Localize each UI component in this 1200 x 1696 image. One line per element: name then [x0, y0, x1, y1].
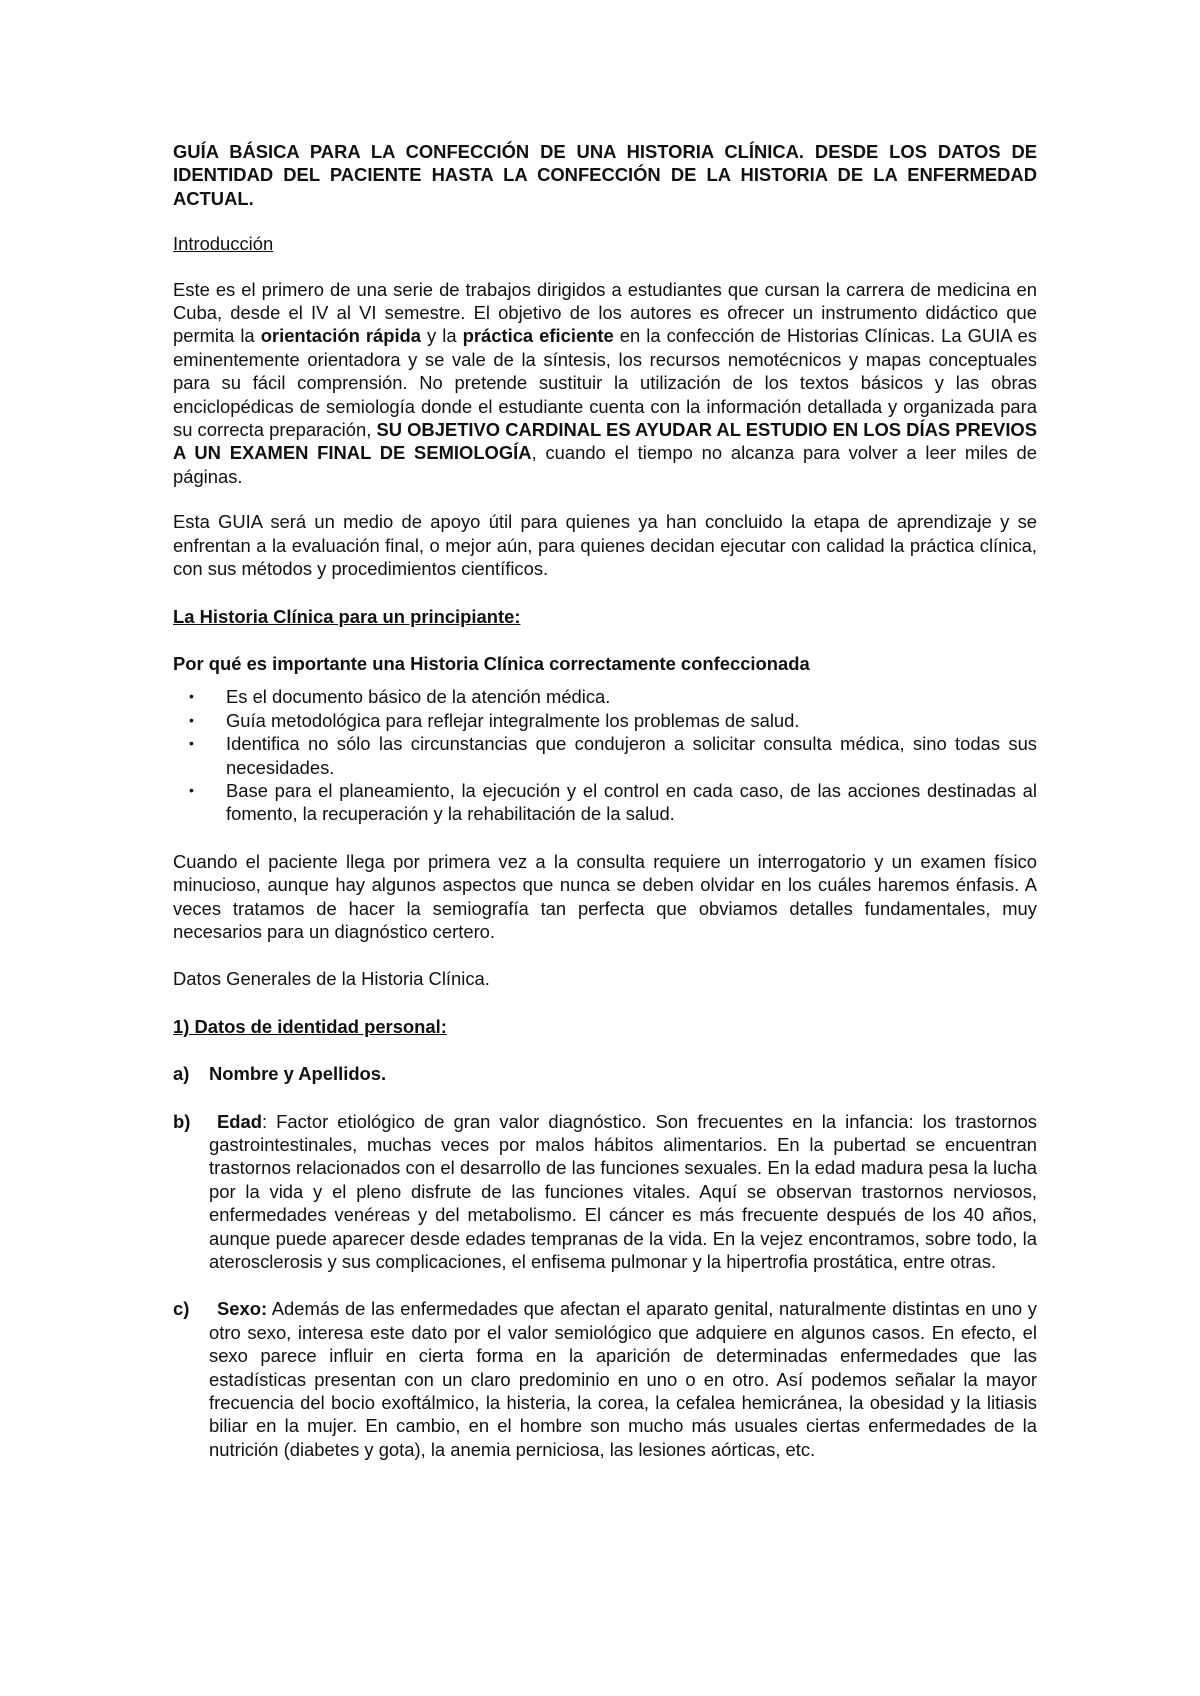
intro-paragraph-1	[173, 278, 1037, 489]
list-item	[173, 709, 1037, 732]
item-label: c)	[173, 1298, 190, 1320]
intro-p1-bold-3: SU OBJETIVO CARDINAL ES AYUDAR AL ESTUDIO EN LOS DÍAS PREVIOS A UN EXAMEN FINAL DE SEMIOLOGÍA	[173, 419, 1037, 464]
intro-heading	[173, 232, 1037, 255]
intro-p1-text-e: , cuando el tiempo no alcanza para volver a leer miles de páginas.	[173, 442, 1037, 487]
intro-p1-text-d: en la confección de Historias Clínicas. La GUIA es eminentemente orientadora y se vale de la síntesis, los recursos nemotécnicos y mapas conceptuales para su fácil comprensión. No pretende sustituir la utilización de los textos básicos y las obras enciclopédicas de semiología donde el estudiante cuenta con la información detallada y organizada para su correcta preparación,	[173, 325, 1038, 441]
intro-p1-text-a: Este es el primero de una serie de trabajos dirigidos a estudiantes que cursan la carrera de medicina en Cuba, desde el IV al VI semestre. El objetivo de los autores es ofrecer un instrumento didáctico que permita la	[173, 278, 1037, 347]
bullet-icon: •	[189, 735, 194, 752]
list-item-text: Es el documento básico de la atención médica.	[226, 686, 611, 708]
section1-heading-text: La Historia Clínica para un principiante:	[173, 605, 521, 627]
bullet-icon: •	[189, 711, 194, 728]
item-text: : Factor etiológico de gran valor diagnóstico. Son frecuentes en la infancia: los trastornos gastrointestinales, muchas veces por malos hábitos alimentarios. En la pubertad se encuentran trastornos relacionados con el desarrollo de las funciones sexuales. En la edad madura pesa la lucha por la vida y el pleno disfrute de las funciones vitales. Aquí se observan trastornos nerviosos, enfermedades venéreas y del metabolismo. El cáncer es más frecuente después de los 40 años, aunque puede aparecer desde edades tempranas de la vida. En la vejez encontramos, sobre todo, la aterosclerosis y sus complicaciones, el enfisema pulmonar y la hipertrofia prostática, entre otras.	[209, 1110, 1037, 1273]
intro-heading-text: Introducción	[173, 233, 274, 255]
identity-item-age	[173, 1110, 1037, 1274]
item-lead: Sexo:	[217, 1298, 268, 1320]
list-item-text: Base para el planeamiento, la ejecución y el control en cada caso, de las acciones destinadas al fomento, la recuperación y la rehabilitación de la salud.	[226, 779, 1037, 825]
section1-paragraph-3: Cuando el paciente llega por primera vez a la consulta requiere un interrogatorio y un examen físico minucioso, aunque hay algunos aspectos que nunca se deben olvidar en los cuáles haremos énfasis. A veces tratamos de hacer la semiografía tan perfecta que obviamos detalles fundamentales, muy necesarios para un diagnóstico certero.	[173, 850, 1037, 942]
identity-item-name	[173, 1062, 1037, 1085]
document-page	[173, 140, 1037, 1461]
intro-p1-bold-1: orientación rápida	[260, 325, 422, 347]
intro-p1-bold-2: práctica eficiente	[462, 325, 614, 347]
list-item-text: Guía metodológica para reflejar integralmente los problemas de salud.	[226, 709, 800, 731]
list-item	[173, 685, 1037, 708]
section1-paragraph-4: Datos Generales de la Historia Clínica.	[173, 968, 490, 990]
section2-heading	[173, 1015, 1037, 1038]
item-label: b)	[173, 1110, 191, 1132]
item-label: a)	[173, 1063, 190, 1085]
list-item-text: Identifica no sólo las circunstancias que condujeron a solicitar consulta médica, sino todas sus necesidades.	[226, 733, 1037, 778]
intro-p1-text-c: y la	[421, 325, 463, 347]
section1-heading	[173, 605, 1037, 628]
item-lead: Edad	[217, 1110, 262, 1132]
item-text: Además de las enfermedades que afectan el aparato genital, naturalmente distintas en uno y otro sexo, interesa este dato por el valor semiológico que adquiere en algunos casos. En efecto, el sexo parece influir en cierta forma en la aparición de determinadas enfermedades que las estadísticas presentan con un claro predominio en uno o en otro. Así podemos señalar la mayor frecuencia del bocio exoftálmico, la histeria, la corea, la cefalea hemicránea, la obesidad y la litiasis biliar en la mujer. En cambio, en el hombre son mucho más usuales ciertas enfermedades de la nutrición (diabetes y gota), la anemia perniciosa, las lesiones aórticas, etc.	[209, 1298, 1037, 1460]
importance-bullet-list	[173, 685, 1037, 825]
document-title: GUÍA BÁSICA PARA LA CONFECCIÓN DE UNA HISTORIA CLÍNICA. DESDE LOS DATOS DE IDENTIDAD DEL PACIENTE HASTA LA CONFECCIÓN DE LA HISTORIA DE LA ENFERMEDAD ACTUAL.	[173, 141, 1037, 209]
list-item	[173, 779, 1037, 826]
bullet-icon: •	[189, 688, 194, 705]
list-item	[173, 732, 1037, 779]
section1-subheading: Por qué es importante una Historia Clínica correctamente confeccionada	[173, 652, 810, 674]
item-lead: Nombre y Apellidos.	[209, 1063, 387, 1085]
identity-item-sex	[173, 1297, 1037, 1461]
bullet-icon: •	[189, 781, 194, 798]
section2-heading-text: 1) Datos de identidad personal:	[173, 1015, 447, 1037]
intro-paragraph-2: Esta GUIA será un medio de apoyo útil para quienes ya han concluido la etapa de aprendizaje y se enfrentan a la evaluación final, o mejor aún, para quienes decidan ejecutar con calidad la práctica clínica, con sus métodos y procedimientos científicos.	[173, 511, 1037, 580]
